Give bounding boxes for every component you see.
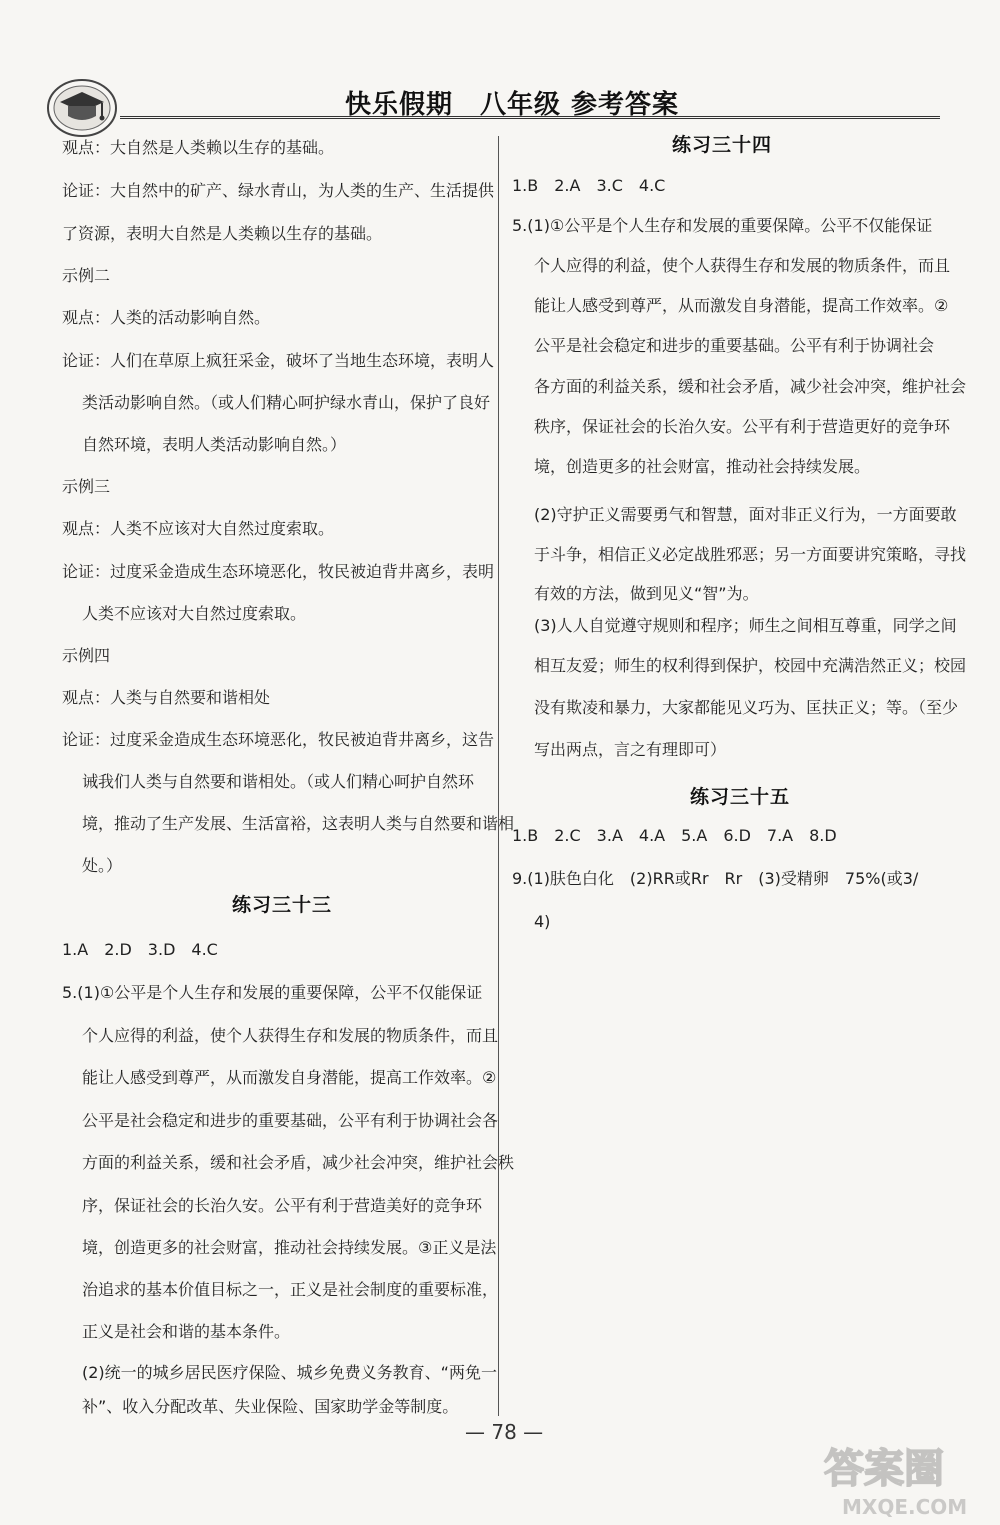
answer-line: 个人应得的利益，使个人获得生存和发展的物质条件，而且	[82, 1026, 499, 1045]
answer-line: (2)统一的城乡居民医疗保险、城乡免费义务教育、“两免一	[82, 1363, 497, 1382]
answer-line: 9.(1)肤色白化 (2)RR或Rr Rr (3)受精卵 75%(或3/	[512, 869, 919, 888]
text-line: 论证：大自然中的矿产、绿水青山，为人类的生产、生活提供	[62, 181, 495, 200]
page-number: — 78 —	[465, 1420, 544, 1444]
text-line: 境，推动了生产发展、生活富裕，这表明人类与自然要和谐相	[82, 814, 515, 833]
answer-line: 公平是社会稳定和进步的重要基础。公平有利于协调社会	[534, 336, 935, 355]
text-line: 论证：过度采金造成生态环境恶化，牧民被迫背井离乡，表明	[62, 562, 495, 581]
answer-line: 5.(1)①公平是个人生存和发展的重要保障，公平不仅能保证	[62, 983, 483, 1002]
answer-line: 4)	[534, 912, 551, 931]
text-line: 了资源，表明大自然是人类赖以生存的基础。	[62, 224, 383, 243]
answer-line: 能让人感受到尊严，从而激发自身潜能，提高工作效率。②	[82, 1068, 497, 1087]
header-title: 快乐假期 八年级 参考答案	[345, 90, 680, 120]
answer-line: 秩序，保证社会的长治久安。公平有利于营造更好的竞争环	[534, 417, 951, 436]
graduation-cap-logo-icon	[44, 76, 124, 140]
text-line: 自然环境，表明人类活动影响自然。）	[82, 435, 347, 454]
answer-line: 于斗争，相信正义必定战胜邪恶；另一方面要讲究策略，寻找	[534, 545, 967, 564]
answer-line: 正义是社会和谐的基本条件。	[82, 1322, 291, 1341]
text-line: 诫我们人类与自然要和谐相处。（或人们精心呵护自然环	[82, 772, 475, 791]
text-line: 论证：过度采金造成生态环境恶化，牧民被迫背井离乡，这告	[62, 730, 495, 749]
answer-line: 个人应得的利益，使个人获得生存和发展的物质条件，而且	[534, 256, 951, 275]
svg-text:MXQE.COM: MXQE.COM	[842, 1495, 968, 1519]
text-line: 处。）	[82, 856, 123, 875]
text-line: 人类不应该对大自然过度索取。	[82, 604, 307, 623]
answer-line: 1.A 2.D 3.D 4.C	[62, 940, 218, 959]
example-label: 示例二	[62, 266, 111, 285]
answer-line: 没有欺凌和暴力，大家都能见义巧为、匡扶正义；等。（至少	[534, 698, 959, 717]
text-line: 观点：大自然是人类赖以生存的基础。	[62, 138, 335, 157]
answer-line: 1.B 2.C 3.A 4.A 5.A 6.D 7.A 8.D	[512, 826, 837, 845]
answer-line: 治追求的基本价值目标之一，正义是社会制度的重要标准，	[82, 1280, 499, 1299]
answer-line: (3)人人自觉遵守规则和程序；师生之间相互尊重，同学之间	[534, 616, 957, 635]
example-label: 示例四	[62, 646, 111, 665]
answer-line: 境，创造更多的社会财富，推动社会持续发展。	[534, 457, 871, 476]
answer-line: 1.B 2.A 3.C 4.C	[512, 176, 666, 195]
watermark-logo	[820, 1438, 990, 1520]
text-line: 论证：人们在草原上疯狂采金，破坏了当地生态环境，表明人	[62, 351, 495, 370]
answer-line: (2)守护正义需要勇气和智慧，面对非正义行为，一方面要敢	[534, 505, 957, 524]
answer-line: 境，创造更多的社会财富，推动社会持续发展。③正义是法	[82, 1238, 497, 1257]
answer-line: 方面的利益关系，缓和社会矛盾，减少社会冲突，维护社会秩	[82, 1153, 515, 1172]
answer-line: 有效的方法，做到见义“智”为。	[534, 584, 759, 603]
answer-line: 公平是社会稳定和进步的重要基础，公平有利于协调社会各	[82, 1111, 499, 1130]
answer-line: 5.(1)①公平是个人生存和发展的重要保障。公平不仅能保证	[512, 216, 933, 235]
text-line: 观点：人类与自然要和谐相处	[62, 688, 271, 707]
section-heading: 练习三十三	[232, 894, 333, 916]
answer-line: 各方面的利益关系，缓和社会矛盾，减少社会冲突，维护社会	[534, 377, 967, 396]
column-divider	[498, 136, 499, 1416]
text-line: 类活动影响自然。（或人们精心呵护绿水青山，保护了良好	[82, 393, 491, 412]
answer-line: 补”、收入分配改革、失业保险、国家助学金等制度。	[82, 1397, 459, 1416]
section-heading: 练习三十四	[672, 134, 773, 156]
text-line: 观点：人类不应该对大自然过度索取。	[62, 519, 335, 538]
svg-text:答案圈: 答案圈	[824, 1446, 944, 1492]
answer-line: 能让人感受到尊严，从而激发自身潜能，提高工作效率。②	[534, 296, 949, 315]
answer-line: 写出两点，言之有理即可）	[534, 740, 727, 759]
answer-line: 序，保证社会的长治久安。公平有利于营造美好的竞争环	[82, 1196, 483, 1215]
answer-line: 相互友爱；师生的权利得到保护，校园中充满浩然正义；校园	[534, 656, 967, 675]
example-label: 示例三	[62, 477, 111, 496]
section-heading: 练习三十五	[690, 786, 791, 808]
header-rule	[120, 116, 940, 119]
text-line: 观点：人类的活动影响自然。	[62, 308, 271, 327]
